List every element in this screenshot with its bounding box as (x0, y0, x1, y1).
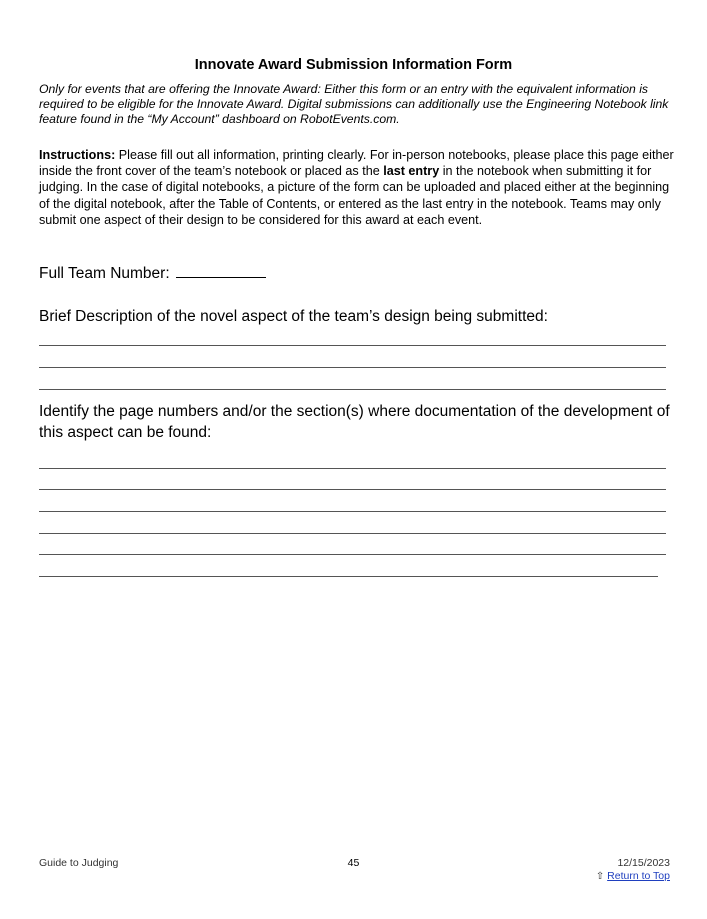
documentation-answer-line[interactable] (39, 576, 658, 577)
documentation-answer-line[interactable] (39, 554, 666, 555)
documentation-answer-line[interactable] (39, 511, 666, 512)
footer-doc-title: Guide to Judging (39, 857, 119, 869)
instructions-paragraph (39, 147, 679, 228)
description-answer-line[interactable] (39, 345, 666, 346)
return-to-top-row (596, 870, 670, 884)
instructions-bold-text: last entry (383, 164, 440, 179)
footer-page-number: 45 (347, 857, 360, 869)
documentation-question: Identify the page numbers and/or the section(s) where documentation of the development of this aspect can be found: (39, 403, 670, 441)
team-number-label: Full Team Number: (39, 265, 170, 282)
description-question: Brief Description of the novel aspect of the team’s design being submitted: (39, 308, 548, 325)
team-number-blank[interactable] (176, 263, 266, 278)
team-number-row (39, 263, 266, 284)
footer-right-block (596, 857, 670, 883)
instructions-label: Instructions: (39, 148, 116, 162)
description-answer-line[interactable] (39, 367, 666, 368)
documentation-answer-line[interactable] (39, 533, 666, 534)
form-intro: Only for events that are offering the Innovate Award: Either this form or an entry with the equivalent information is required to be eligible for the Innovate Award. Digital submissions can additionally use the Engineering Notebook link feature found in the “My Account” dashboard on RobotEvents.com. (39, 82, 669, 126)
documentation-answer-line[interactable] (39, 468, 666, 469)
up-arrow-icon: ⇧ (595, 870, 605, 882)
documentation-answer-line[interactable] (39, 489, 666, 490)
instructions-text-part2: in the notebook when submitting it for judging. In the case of digital notebooks, a picture of the form can be uploaded and placed either at the beginning of the digital notebook, after the Table of Contents, or entered as the last entry in the notebook. Teams may only submit one aspect of their design to be considered for this award at each event. (39, 164, 670, 227)
instructions-text-part1: Please fill out all information, printing clearly. For in-person notebooks, please place this page either inside the front cover of the team’s notebook or placed as the (39, 148, 674, 179)
description-answer-line[interactable] (39, 389, 666, 390)
footer-date: 12/15/2023 (617, 857, 670, 869)
return-to-top-link[interactable]: Return to Top (607, 869, 670, 882)
form-title: Innovate Award Submission Information Form (194, 57, 513, 73)
